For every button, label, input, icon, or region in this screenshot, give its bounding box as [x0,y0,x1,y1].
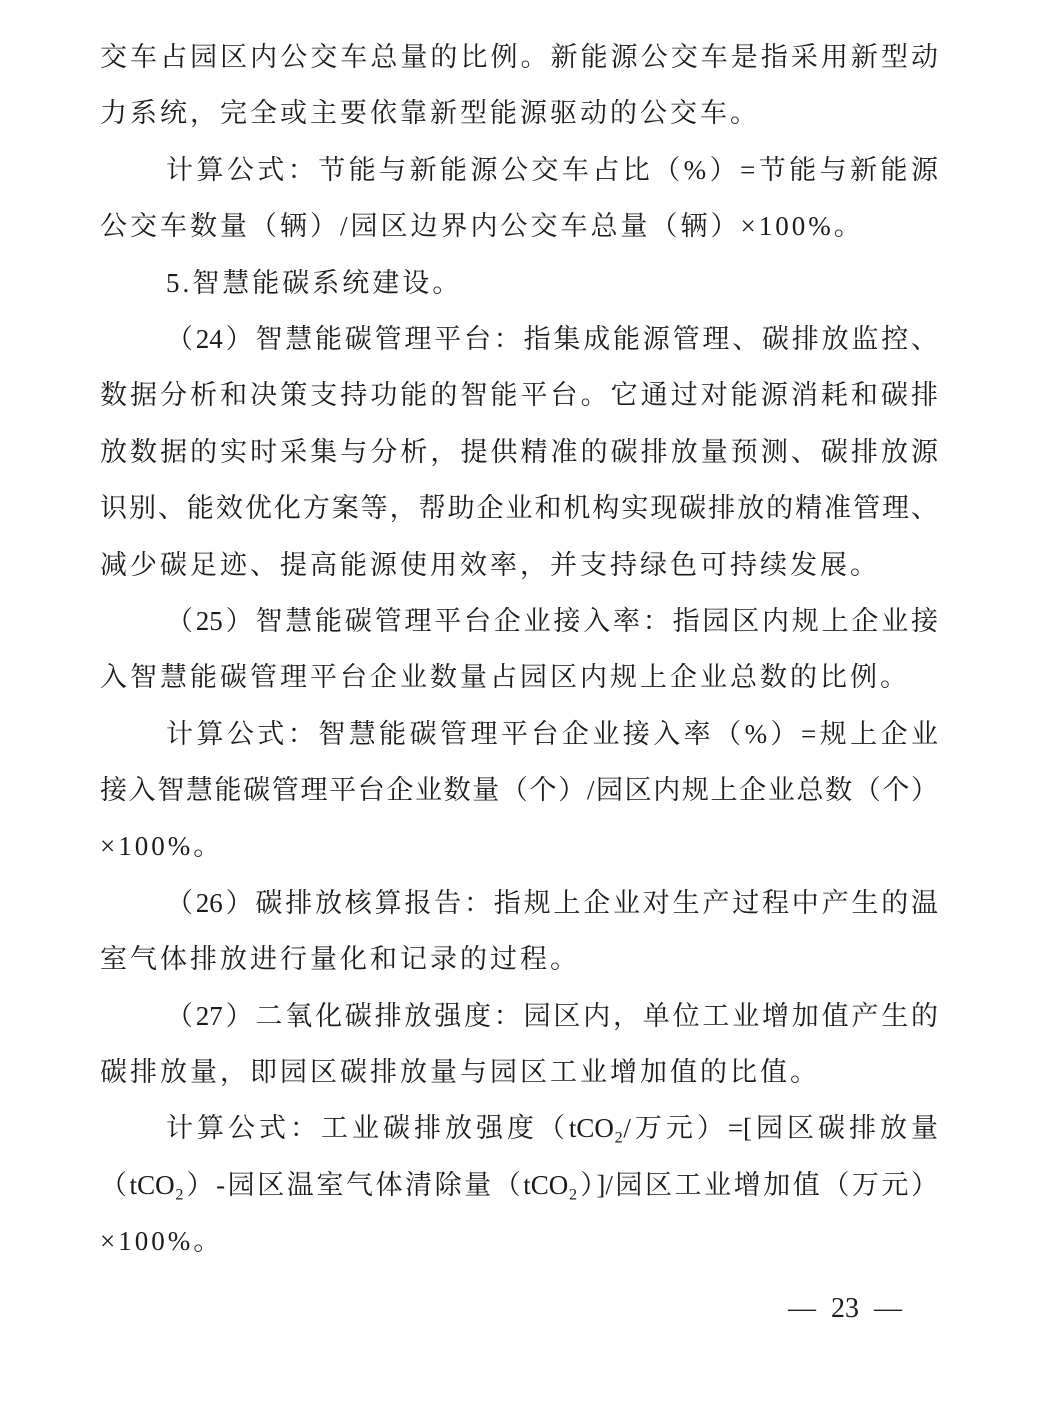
formula-line: 计算公式：智慧能碳管理平台企业接入率（%）=规上企业 [166,718,938,749]
formula-line: 接入智慧能碳管理平台企业数量（个）/园区内规上企业总数（个） [100,775,938,806]
page-number: 23 [831,1293,859,1324]
formula-line: 计算公式：工业碳排放强度（tCO₂/万元）=[园区碳排放量 [166,1113,938,1144]
formula-line: 公交车数量（辆）/园区边界内公交车总量（辆）×100%。 [100,211,864,242]
body-text-line: 交车占园区内公交车总量的比例。新能源公交车是指采用新型动 [100,42,938,72]
page-footer [788,1294,902,1324]
footer-dash-right: — [874,1293,902,1324]
body-text-line: 减少碳足迹、提高能源使用效率，并支持绿色可持续发展。 [100,549,880,580]
body-text-line: （24）智慧能碳管理平台：指集成能源管理、碳排放监控、 [166,323,938,354]
body-text-line: 入智慧能碳管理平台企业数量占园区内规上企业总数的比例。 [100,662,910,693]
section-heading-line: 5.智慧能碳系统建设。 [166,267,463,298]
body-text-line: （25）智慧能碳管理平台企业接入率：指园区内规上企业接 [166,605,938,636]
document-body [100,29,938,1270]
body-text-line: 数据分析和决策支持功能的智能平台。它通过对能源消耗和碳排 [100,380,938,411]
formula-line: ×100%。 [100,831,224,862]
body-text-line: （26）碳排放核算报告：指规上企业对生产过程中产生的温 [166,887,938,918]
body-text-line: 放数据的实时采集与分析，提供精准的碳排放量预测、碳排放源 [100,436,938,467]
formula-line: （tCO₂）-园区温室气体清除量（tCO₂）]/园区工业增加值（万元） [100,1169,938,1200]
footer-dash-left: — [788,1293,816,1324]
body-text-line: 碳排放量，即园区碳排放量与园区工业增加值的比值。 [100,1057,820,1088]
body-text-line: 识别、能效优化方案等，帮助企业和机构实现碳排放的精准管理、 [100,493,938,524]
body-text-line: 力系统，完全或主要依靠新型能源驱动的公交车。 [100,98,760,129]
formula-line: 计算公式：节能与新能源公交车占比（%）=节能与新能源 [166,154,938,185]
formula-line: ×100%。 [100,1226,224,1257]
body-text-line: 室气体排放进行量化和记录的过程。 [100,944,580,975]
body-text-line: （27）二氧化碳排放强度：园区内，单位工业增加值产生的 [166,1000,938,1031]
